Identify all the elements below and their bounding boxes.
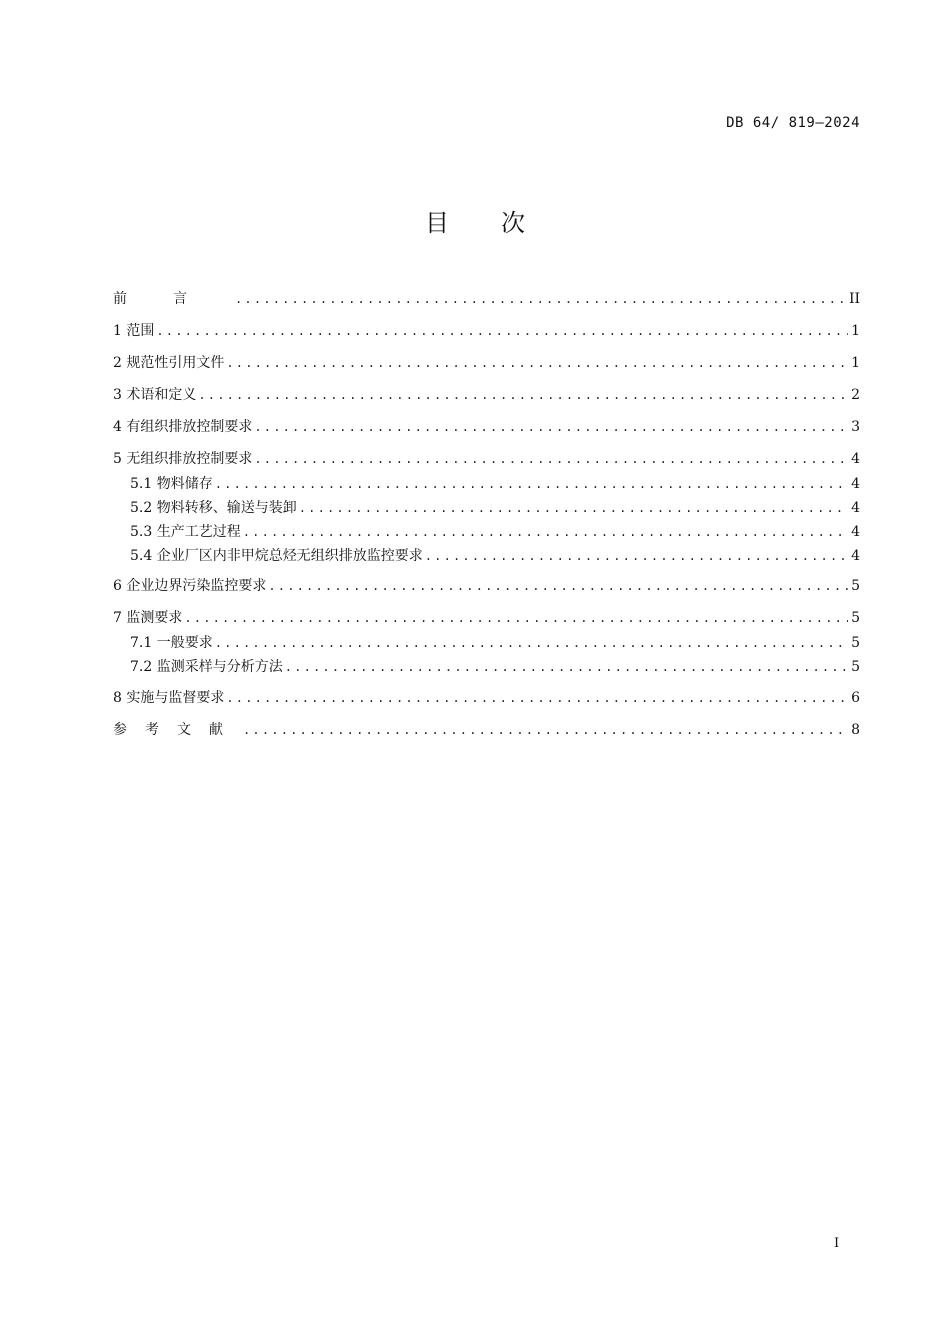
toc-entry-7[interactable] bbox=[113, 607, 860, 629]
toc-label: 前言 bbox=[113, 291, 233, 307]
toc-page: II bbox=[848, 291, 860, 307]
toc-entry-4[interactable] bbox=[113, 416, 860, 438]
toc-entry-6[interactable] bbox=[113, 575, 860, 597]
toc-leader-dots bbox=[156, 320, 848, 342]
toc-entry-2[interactable] bbox=[113, 352, 860, 374]
toc-page: 5 bbox=[851, 578, 860, 594]
toc-label: 2 规范性引用文件 bbox=[113, 355, 225, 371]
toc-label: 5.4 企业厂区内非甲烷总烃无组织排放监控要求 bbox=[130, 548, 423, 564]
toc-entry-5-3[interactable] bbox=[130, 521, 860, 543]
toc-leader-dots bbox=[243, 719, 848, 741]
page-number: I bbox=[834, 1236, 840, 1251]
toc-page: 2 bbox=[851, 387, 860, 403]
toc-label: 4 有组织排放控制要求 bbox=[113, 419, 253, 435]
toc-page: 5 bbox=[851, 659, 860, 675]
doc-code: DB 64/ 819—2024 bbox=[726, 115, 860, 131]
toc-page: 1 bbox=[851, 323, 860, 339]
toc-entry-5-1[interactable] bbox=[130, 473, 860, 495]
toc-leader-dots bbox=[184, 607, 848, 629]
toc-leader-dots bbox=[299, 497, 848, 519]
toc-label: 7 监测要求 bbox=[113, 610, 183, 626]
toc-label: 5 无组织排放控制要求 bbox=[113, 451, 253, 467]
toc-page: 4 bbox=[851, 548, 860, 564]
toc-entry-5[interactable] bbox=[113, 448, 860, 470]
toc-leader-dots bbox=[268, 575, 848, 597]
toc-label: 参考文献 bbox=[113, 722, 241, 738]
toc-label: 6 企业边界污染监控要求 bbox=[113, 578, 267, 594]
toc-page: 4 bbox=[851, 476, 860, 492]
toc-page: 5 bbox=[851, 610, 860, 626]
toc-page: 5 bbox=[851, 635, 860, 651]
toc-leader-dots bbox=[226, 352, 848, 374]
toc-leader-dots bbox=[215, 632, 848, 654]
toc-leader-dots bbox=[226, 687, 848, 709]
toc-leader-dots bbox=[254, 416, 848, 438]
toc-label: 1 范围 bbox=[113, 323, 155, 339]
toc-label: 7.1 一般要求 bbox=[130, 635, 213, 651]
toc-label: 8 实施与监督要求 bbox=[113, 690, 225, 706]
toc-leader-dots bbox=[243, 521, 848, 543]
toc-leader-dots bbox=[215, 473, 848, 495]
toc-entry-foreword[interactable] bbox=[113, 288, 860, 310]
toc-label: 5.3 生产工艺过程 bbox=[130, 524, 241, 540]
page-title: 目次 bbox=[425, 209, 577, 237]
toc-entry-7-2[interactable] bbox=[130, 656, 860, 678]
toc-entry-5-4[interactable] bbox=[130, 545, 860, 567]
toc-page: 8 bbox=[851, 722, 860, 738]
toc-label: 3 术语和定义 bbox=[113, 387, 197, 403]
toc-entry-1[interactable] bbox=[113, 320, 860, 342]
toc-leader-dots bbox=[235, 288, 847, 310]
toc-page: 1 bbox=[851, 355, 860, 371]
toc-page: 4 bbox=[851, 451, 860, 467]
toc-entry-7-1[interactable] bbox=[130, 632, 860, 654]
toc-label: 5.2 物料转移、输送与装卸 bbox=[130, 500, 297, 516]
toc-label: 7.2 监测采样与分析方法 bbox=[130, 659, 283, 675]
toc-page: 6 bbox=[851, 690, 860, 706]
toc-leader-dots bbox=[285, 656, 848, 678]
toc-page: 3 bbox=[851, 419, 860, 435]
toc-page: 4 bbox=[851, 500, 860, 516]
toc-entry-3[interactable] bbox=[113, 384, 860, 406]
toc-leader-dots bbox=[198, 384, 848, 406]
toc-label: 5.1 物料储存 bbox=[130, 476, 213, 492]
toc-page: 4 bbox=[851, 524, 860, 540]
toc-entry-8[interactable] bbox=[113, 687, 860, 709]
toc-leader-dots bbox=[425, 545, 848, 567]
toc-entry-references[interactable] bbox=[113, 719, 860, 741]
toc-leader-dots bbox=[254, 448, 848, 470]
toc-entry-5-2[interactable] bbox=[130, 497, 860, 519]
